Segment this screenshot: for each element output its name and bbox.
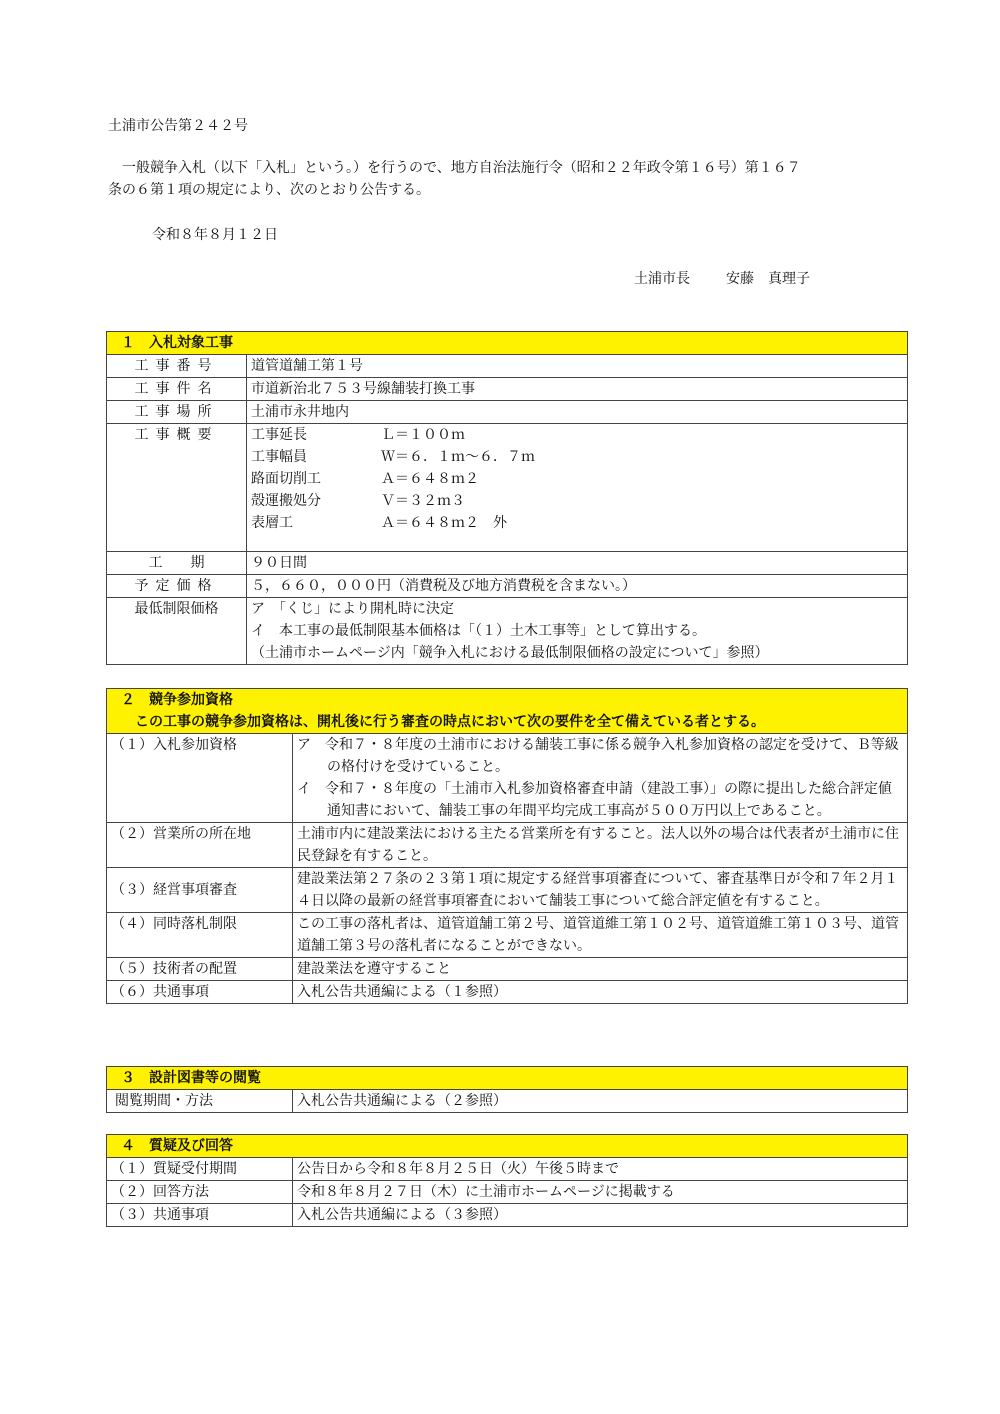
- overview-item: 工事幅員 Ｗ＝６．１ｍ～６．７ｍ: [251, 449, 535, 465]
- field-label: 工事概要: [107, 424, 247, 552]
- overview-item: 工事延長 Ｌ＝１００ｍ: [251, 427, 465, 443]
- work-overview: [247, 424, 908, 552]
- engineer-assignment: 建設業法を遵守すること: [293, 958, 908, 981]
- intro-line-1: 一般競争入札（以下「入札」という。）を行うので、地方自治法施行令（昭和２２年政令第１６号）第１６７: [122, 160, 801, 176]
- section-design-docs: [106, 1066, 908, 1113]
- field-label: 工事件名: [107, 378, 247, 401]
- bid-qualification-b: イ 令和７・８年度の「土浦市入札参加資格審査申請（建設工事）」の際に提出した総合評定値通知書において、舗装工事の年間平均完成工事高が５００万円以上であること。: [297, 781, 892, 819]
- intro-line-2: 条の６第１項の規定により、次のとおり公告する。: [108, 182, 430, 198]
- overview-item: 表層工 Ａ＝６４８ｍ２ 外: [251, 515, 507, 531]
- field-label: 工事場所: [107, 401, 247, 424]
- field-label: 工 期: [107, 552, 247, 575]
- field-label: 予定価格: [107, 575, 247, 598]
- field-label: （２）回答方法: [107, 1181, 293, 1204]
- simultaneous-award-limit: この工事の落札者は、道管道舗工第２号、道管道維工第１０２号、道管道維工第１０３号、道管道舗工第３号の落札者になることができない。: [293, 913, 908, 958]
- field-label: （５）技術者の配置: [107, 958, 293, 981]
- viewing-method: 入札公告共通編による（２参照）: [293, 1090, 908, 1113]
- work-number: 道管道舗工第１号: [247, 355, 908, 378]
- question-period: 公告日から令和８年８月２５日（火）午後５時まで: [293, 1158, 908, 1181]
- notice-number: 土浦市公告第２４２号: [108, 118, 248, 134]
- notice-date: 令和８年８月１２日: [152, 227, 278, 243]
- field-label: （３）経営事項審査: [107, 868, 293, 913]
- field-label: （１）質疑受付期間: [107, 1158, 293, 1181]
- overview-item: 殻運搬処分 Ｖ＝３２ｍ３: [251, 493, 465, 509]
- field-label: 最低制限価格: [107, 598, 247, 665]
- common-matters: 入札公告共通編による（１参照）: [293, 981, 908, 1004]
- bid-qualification: [293, 734, 908, 823]
- overview-item: 路面切削工 Ａ＝６４８ｍ２: [251, 471, 479, 487]
- section-target-work: [106, 331, 908, 665]
- bid-qualification-a: ア 令和７・８年度の土浦市における舗装工事に係る競争入札参加資格の認定を受けて、Ｂ等級の格付けを受けていること。: [297, 737, 899, 775]
- section-heading: １ 入札対象工事: [107, 332, 908, 355]
- section-qualifications: [106, 688, 908, 1004]
- planned-price: ５，６６０，０００円（消費税及び地方消費税を含まない。）: [247, 575, 908, 598]
- answer-method: 令和８年８月２７日（木）に土浦市ホームページに掲載する: [293, 1181, 908, 1204]
- field-label: 閲覧期間・方法: [107, 1090, 293, 1113]
- section-heading: ２ 競争参加資格 この工事の競争参加資格は、開札後に行う審査の時点において次の要件を全て備えている者とする。: [107, 689, 908, 734]
- field-label: （６）共通事項: [107, 981, 293, 1004]
- work-name: 市道新治北７５３号線舗装打換工事: [247, 378, 908, 401]
- signatory-title: 土浦市長: [634, 271, 690, 287]
- minimum-price-a: ア 「くじ」により開札時に決定: [251, 601, 454, 617]
- field-label: （３）共通事項: [107, 1204, 293, 1227]
- work-period: ９０日間: [247, 552, 908, 575]
- field-label: （２）営業所の所在地: [107, 823, 293, 868]
- signatory-name: 安藤 真理子: [726, 271, 810, 287]
- office-location: 土浦市内に建設業法における主たる営業所を有すること。法人以外の場合は代表者が土浦市に住民登録を有すること。: [293, 823, 908, 868]
- section-heading: ３ 設計図書等の閲覧: [107, 1067, 908, 1090]
- section-questions: [106, 1134, 908, 1227]
- field-label: （４）同時落札制限: [107, 913, 293, 958]
- field-label: （１）入札参加資格: [107, 734, 293, 823]
- work-place: 土浦市永井地内: [247, 401, 908, 424]
- common-matters-qa: 入札公告共通編による（３参照）: [293, 1204, 908, 1227]
- section-heading: ４ 質疑及び回答: [107, 1135, 908, 1158]
- minimum-price-b: イ 本工事の最低制限基本価格は「（１）土木工事等」として算出する。: [251, 623, 706, 639]
- field-label: 工事番号: [107, 355, 247, 378]
- section-subheading: この工事の競争参加資格は、開札後に行う審査の時点において次の要件を全て備えている者とする。: [135, 714, 765, 730]
- minimum-price: [247, 598, 908, 665]
- management-review: 建設業法第２７条の２３第１項に規定する経営事項審査について、審査基準日が令和７年２月１４日以降の最新の経営事項審査において舗装工事について総合評定値を有すること。: [293, 868, 908, 913]
- minimum-price-c: （土浦市ホームページ内「競争入札における最低制限価格の設定について」参照）: [251, 645, 769, 661]
